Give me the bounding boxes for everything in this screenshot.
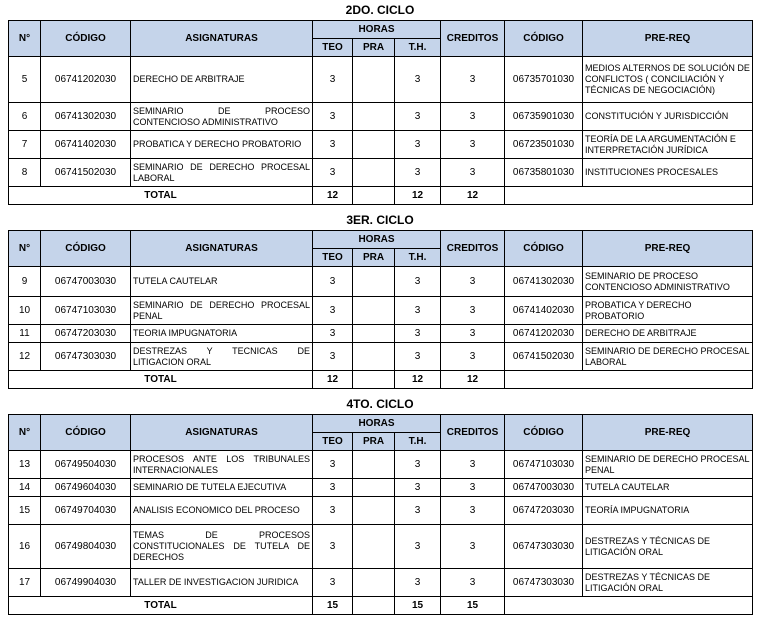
cell-creditos: 3 bbox=[441, 159, 505, 187]
cell-codigo: 06749804030 bbox=[41, 525, 131, 569]
total-label: TOTAL bbox=[9, 187, 313, 205]
cell-teo: 3 bbox=[313, 267, 353, 297]
total-blank bbox=[505, 187, 753, 205]
cell-n: 10 bbox=[9, 297, 41, 325]
cell-codigo-prereq: 06747303030 bbox=[505, 569, 583, 597]
cell-prereq: PROBATICA Y DERECHO PROBATORIO bbox=[583, 297, 753, 325]
table-row bbox=[9, 343, 753, 371]
table-row bbox=[9, 159, 753, 187]
cycle-title: 4TO. CICLO bbox=[346, 397, 414, 411]
cycle-table bbox=[8, 20, 753, 205]
cell-teo: 3 bbox=[313, 325, 353, 343]
total-row bbox=[9, 597, 753, 615]
cell-codigo: 06749704030 bbox=[41, 497, 131, 525]
cell-prereq: CONSTITUCIÓN Y JURISDICCIÓN bbox=[583, 103, 753, 131]
cell-creditos: 3 bbox=[441, 131, 505, 159]
cell-prereq: TEORÍA DE LA ARGUMENTACIÓN E INTERPRETACIÓN JURÍDICA bbox=[583, 131, 753, 159]
cell-teo: 3 bbox=[313, 525, 353, 569]
header-th: T.H. bbox=[395, 249, 441, 267]
header-pra: PRA bbox=[353, 39, 395, 57]
table-row bbox=[9, 131, 753, 159]
cell-codigo-prereq: 06735801030 bbox=[505, 159, 583, 187]
cell-prereq: DERECHO DE ARBITRAJE bbox=[583, 325, 753, 343]
cell-creditos: 3 bbox=[441, 479, 505, 497]
header-codigo: CÓDIGO bbox=[41, 415, 131, 451]
cell-creditos: 3 bbox=[441, 325, 505, 343]
cell-codigo-prereq: 06747003030 bbox=[505, 479, 583, 497]
table-row bbox=[9, 569, 753, 597]
cell-asignatura: SEMINARIO DE PROCESO CONTENCIOSO ADMINISTRATIVO bbox=[131, 103, 313, 131]
header-th: T.H. bbox=[395, 39, 441, 57]
cell-codigo: 06741302030 bbox=[41, 103, 131, 131]
table-row bbox=[9, 297, 753, 325]
header-horas: HORAS bbox=[313, 415, 441, 433]
header-prereq: PRE-REQ bbox=[583, 231, 753, 267]
cell-teo: 3 bbox=[313, 479, 353, 497]
cell-codigo: 06741202030 bbox=[41, 57, 131, 103]
cell-pra bbox=[353, 131, 395, 159]
total-pra bbox=[353, 187, 395, 205]
table-row bbox=[9, 497, 753, 525]
cell-creditos: 3 bbox=[441, 103, 505, 131]
cell-prereq: INSTITUCIONES PROCESALES bbox=[583, 159, 753, 187]
cell-asignatura: ANALISIS ECONOMICO DEL PROCESO bbox=[131, 497, 313, 525]
cell-n: 8 bbox=[9, 159, 41, 187]
cell-codigo: 06741402030 bbox=[41, 131, 131, 159]
header-th: T.H. bbox=[395, 433, 441, 451]
cell-codigo: 06749504030 bbox=[41, 451, 131, 479]
total-label: TOTAL bbox=[9, 371, 313, 389]
table-row bbox=[9, 525, 753, 569]
cell-creditos: 3 bbox=[441, 267, 505, 297]
cell-prereq: TUTELA CAUTELAR bbox=[583, 479, 753, 497]
cell-asignatura: DESTREZAS Y TECNICAS DE LITIGACION ORAL bbox=[131, 343, 313, 371]
cell-prereq: SEMINARIO DE DERECHO PROCESAL LABORAL bbox=[583, 343, 753, 371]
table-row bbox=[9, 479, 753, 497]
cell-pra bbox=[353, 297, 395, 325]
header-n: N° bbox=[9, 21, 41, 57]
cell-th: 3 bbox=[395, 343, 441, 371]
cell-creditos: 3 bbox=[441, 569, 505, 597]
cell-n: 12 bbox=[9, 343, 41, 371]
cell-th: 3 bbox=[395, 451, 441, 479]
total-row bbox=[9, 371, 753, 389]
cell-teo: 3 bbox=[313, 159, 353, 187]
total-teo: 15 bbox=[313, 597, 353, 615]
cell-th: 3 bbox=[395, 525, 441, 569]
cell-creditos: 3 bbox=[441, 343, 505, 371]
cell-codigo-prereq: 06735701030 bbox=[505, 57, 583, 103]
cell-asignatura: SEMINARIO DE DERECHO PROCESAL PENAL bbox=[131, 297, 313, 325]
cell-prereq: MEDIOS ALTERNOS DE SOLUCIÓN DE CONFLICTOS ( CONCILIACIÓN Y TÉCNICAS DE NEGOCIACIÓN) bbox=[583, 57, 753, 103]
cell-th: 3 bbox=[395, 569, 441, 597]
cell-prereq: SEMINARIO DE PROCESO CONTENCIOSO ADMINISTRATIVO bbox=[583, 267, 753, 297]
cell-th: 3 bbox=[395, 479, 441, 497]
cell-teo: 3 bbox=[313, 451, 353, 479]
cell-asignatura: TEORIA IMPUGNATORIA bbox=[131, 325, 313, 343]
cell-teo: 3 bbox=[313, 497, 353, 525]
cell-creditos: 3 bbox=[441, 525, 505, 569]
cell-n: 15 bbox=[9, 497, 41, 525]
total-th: 12 bbox=[395, 371, 441, 389]
header-n: N° bbox=[9, 415, 41, 451]
header-pra: PRA bbox=[353, 249, 395, 267]
cell-teo: 3 bbox=[313, 343, 353, 371]
header-asignaturas: ASIGNATURAS bbox=[131, 21, 313, 57]
cell-prereq: TEORÍA IMPUGNATORIA bbox=[583, 497, 753, 525]
cell-teo: 3 bbox=[313, 569, 353, 597]
total-teo: 12 bbox=[313, 187, 353, 205]
header-teo: TEO bbox=[313, 39, 353, 57]
total-creditos: 12 bbox=[441, 187, 505, 205]
cell-codigo: 06747003030 bbox=[41, 267, 131, 297]
cell-pra bbox=[353, 569, 395, 597]
cell-creditos: 3 bbox=[441, 57, 505, 103]
total-teo: 12 bbox=[313, 371, 353, 389]
cycle-title: 2DO. CICLO bbox=[345, 3, 415, 17]
cell-codigo: 06747303030 bbox=[41, 343, 131, 371]
header-asignaturas: ASIGNATURAS bbox=[131, 231, 313, 267]
cell-pra bbox=[353, 451, 395, 479]
cell-creditos: 3 bbox=[441, 451, 505, 479]
total-pra bbox=[353, 597, 395, 615]
cell-codigo-prereq: 06723501030 bbox=[505, 131, 583, 159]
header-prereq: PRE-REQ bbox=[583, 21, 753, 57]
total-creditos: 12 bbox=[441, 371, 505, 389]
cell-pra bbox=[353, 479, 395, 497]
header-creditos: CREDITOS bbox=[441, 415, 505, 451]
cell-teo: 3 bbox=[313, 103, 353, 131]
header-pra: PRA bbox=[353, 433, 395, 451]
cell-codigo-prereq: 06741502030 bbox=[505, 343, 583, 371]
cell-pra bbox=[353, 497, 395, 525]
header-asignaturas: ASIGNATURAS bbox=[131, 415, 313, 451]
cell-asignatura: TALLER DE INVESTIGACION JURIDICA bbox=[131, 569, 313, 597]
cell-codigo-prereq: 06741302030 bbox=[505, 267, 583, 297]
cell-th: 3 bbox=[395, 159, 441, 187]
cell-n: 5 bbox=[9, 57, 41, 103]
total-th: 15 bbox=[395, 597, 441, 615]
header-codigo: CÓDIGO bbox=[41, 21, 131, 57]
cell-pra bbox=[353, 267, 395, 297]
cell-asignatura: TEMAS DE PROCESOS CONSTITUCIONALES DE TUTELA DE DERECHOS bbox=[131, 525, 313, 569]
header-teo: TEO bbox=[313, 433, 353, 451]
cell-pra bbox=[353, 343, 395, 371]
cell-th: 3 bbox=[395, 103, 441, 131]
cell-pra bbox=[353, 103, 395, 131]
total-creditos: 15 bbox=[441, 597, 505, 615]
cell-codigo-prereq: 06741202030 bbox=[505, 325, 583, 343]
cell-th: 3 bbox=[395, 267, 441, 297]
cell-teo: 3 bbox=[313, 57, 353, 103]
cell-codigo-prereq: 06741402030 bbox=[505, 297, 583, 325]
cell-creditos: 3 bbox=[441, 297, 505, 325]
cell-th: 3 bbox=[395, 57, 441, 103]
cell-prereq: DESTREZAS Y TÉCNICAS DE LITIGACIÓN ORAL bbox=[583, 569, 753, 597]
total-row bbox=[9, 187, 753, 205]
table-row bbox=[9, 325, 753, 343]
cell-codigo: 06749604030 bbox=[41, 479, 131, 497]
cell-codigo-prereq: 06747103030 bbox=[505, 451, 583, 479]
cell-codigo: 06749904030 bbox=[41, 569, 131, 597]
header-n: N° bbox=[9, 231, 41, 267]
header-codigo-prereq: CÓDIGO bbox=[505, 231, 583, 267]
total-pra bbox=[353, 371, 395, 389]
cell-codigo: 06747203030 bbox=[41, 325, 131, 343]
cell-codigo: 06741502030 bbox=[41, 159, 131, 187]
cell-pra bbox=[353, 57, 395, 103]
cell-n: 17 bbox=[9, 569, 41, 597]
header-creditos: CREDITOS bbox=[441, 231, 505, 267]
cell-pra bbox=[353, 325, 395, 343]
header-prereq: PRE-REQ bbox=[583, 415, 753, 451]
header-teo: TEO bbox=[313, 249, 353, 267]
total-label: TOTAL bbox=[9, 597, 313, 615]
header-horas: HORAS bbox=[313, 21, 441, 39]
total-th: 12 bbox=[395, 187, 441, 205]
table-row bbox=[9, 57, 753, 103]
cell-asignatura: SEMINARIO DE DERECHO PROCESAL LABORAL bbox=[131, 159, 313, 187]
cell-th: 3 bbox=[395, 297, 441, 325]
cell-n: 14 bbox=[9, 479, 41, 497]
cell-n: 11 bbox=[9, 325, 41, 343]
cell-prereq: SEMINARIO DE DERECHO PROCESAL PENAL bbox=[583, 451, 753, 479]
header-codigo: CÓDIGO bbox=[41, 231, 131, 267]
cell-codigo-prereq: 06747303030 bbox=[505, 525, 583, 569]
header-horas: HORAS bbox=[313, 231, 441, 249]
cell-n: 9 bbox=[9, 267, 41, 297]
cell-creditos: 3 bbox=[441, 497, 505, 525]
cell-asignatura: SEMINARIO DE TUTELA EJECUTIVA bbox=[131, 479, 313, 497]
cell-asignatura: TUTELA CAUTELAR bbox=[131, 267, 313, 297]
total-blank bbox=[505, 597, 753, 615]
cell-prereq: DESTREZAS Y TÉCNICAS DE LITIGACIÓN ORAL bbox=[583, 525, 753, 569]
cycle-table bbox=[8, 230, 753, 389]
header-codigo-prereq: CÓDIGO bbox=[505, 21, 583, 57]
header-creditos: CREDITOS bbox=[441, 21, 505, 57]
cell-n: 13 bbox=[9, 451, 41, 479]
cell-codigo: 06747103030 bbox=[41, 297, 131, 325]
cell-asignatura: PROBATICA Y DERECHO PROBATORIO bbox=[131, 131, 313, 159]
cell-asignatura: DERECHO DE ARBITRAJE bbox=[131, 57, 313, 103]
cycle-table bbox=[8, 414, 753, 615]
cell-pra bbox=[353, 159, 395, 187]
cell-th: 3 bbox=[395, 497, 441, 525]
cell-th: 3 bbox=[395, 325, 441, 343]
cycle-title: 3ER. CICLO bbox=[346, 213, 414, 227]
cell-teo: 3 bbox=[313, 131, 353, 159]
cell-n: 6 bbox=[9, 103, 41, 131]
cell-pra bbox=[353, 525, 395, 569]
table-row bbox=[9, 451, 753, 479]
cell-codigo-prereq: 06735901030 bbox=[505, 103, 583, 131]
cell-codigo-prereq: 06747203030 bbox=[505, 497, 583, 525]
cell-asignatura: PROCESOS ANTE LOS TRIBUNALES INTERNACIONALES bbox=[131, 451, 313, 479]
total-blank bbox=[505, 371, 753, 389]
table-row bbox=[9, 103, 753, 131]
cell-teo: 3 bbox=[313, 297, 353, 325]
header-codigo-prereq: CÓDIGO bbox=[505, 415, 583, 451]
table-row bbox=[9, 267, 753, 297]
cell-n: 16 bbox=[9, 525, 41, 569]
cell-n: 7 bbox=[9, 131, 41, 159]
cell-th: 3 bbox=[395, 131, 441, 159]
